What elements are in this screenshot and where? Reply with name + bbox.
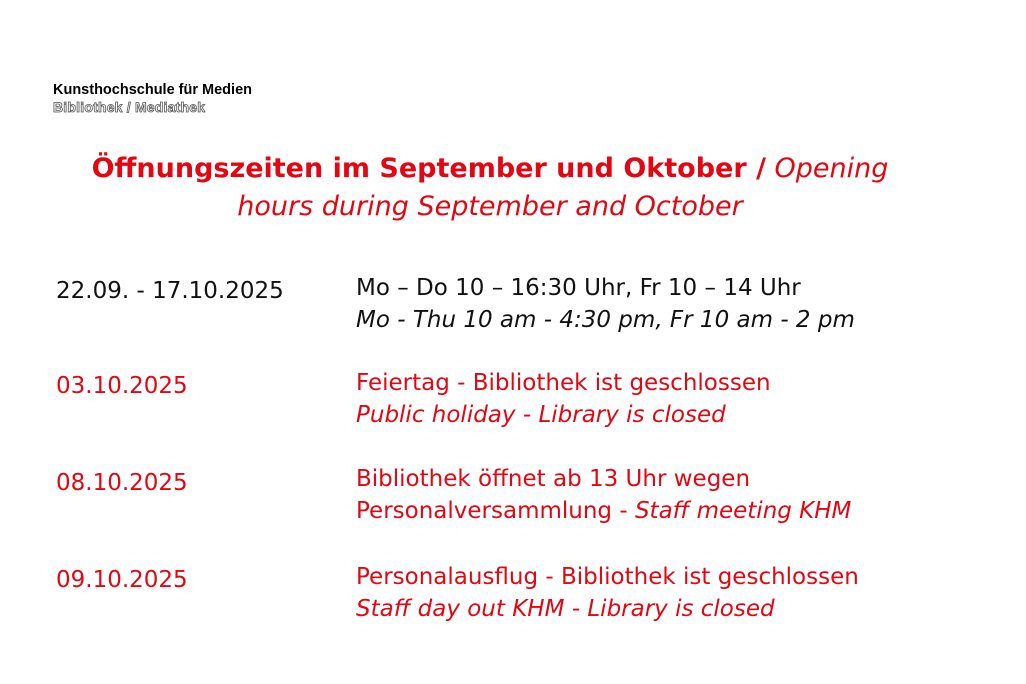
entry-line-english: Mo - Thu 10 am - 4:30 pm, Fr 10 am - 2 pm [356, 307, 855, 333]
entry-line-english: Staff day out KHM - Library is closed [356, 596, 775, 622]
entry-line-english: Public holiday - Library is closed [356, 402, 726, 428]
entry-line-german: Feiertag - Bibliothek ist geschlossen [356, 370, 771, 396]
title-german: Öffnungszeiten im September und Oktober / [91, 153, 766, 184]
title-english-part2: hours during September and October [237, 191, 743, 222]
entry-date: 22.09. - 17.10.2025 [56, 278, 284, 304]
entry-line-german: Mo – Do 10 – 16:30 Uhr, Fr 10 – 14 Uhr [356, 275, 801, 301]
entry-description [356, 561, 996, 625]
entry-date: 09.10.2025 [56, 567, 188, 593]
entry-line-english-part: Staff meeting KHM [634, 498, 852, 524]
entry-line-german-part: Personalversammlung - [356, 498, 628, 524]
entry-line-german: Bibliothek öffnet ab 13 Uhr wegen [356, 466, 751, 492]
institution-name: Kunsthochschule für Medien [53, 82, 252, 98]
entry-description [356, 463, 996, 527]
entry-date: 03.10.2025 [56, 373, 188, 399]
entry-line-german: Personalausflug - Bibliothek ist geschlossen [356, 564, 859, 590]
entry-date: 08.10.2025 [56, 470, 188, 496]
institution-logo [53, 82, 252, 115]
entry-line-mixed [356, 495, 996, 527]
title-english-part1: Opening [774, 153, 889, 184]
page-title [60, 150, 920, 226]
department-name: Bibliothek / Mediathek [53, 99, 206, 115]
entry-description [356, 367, 996, 431]
entry-description [356, 272, 996, 336]
